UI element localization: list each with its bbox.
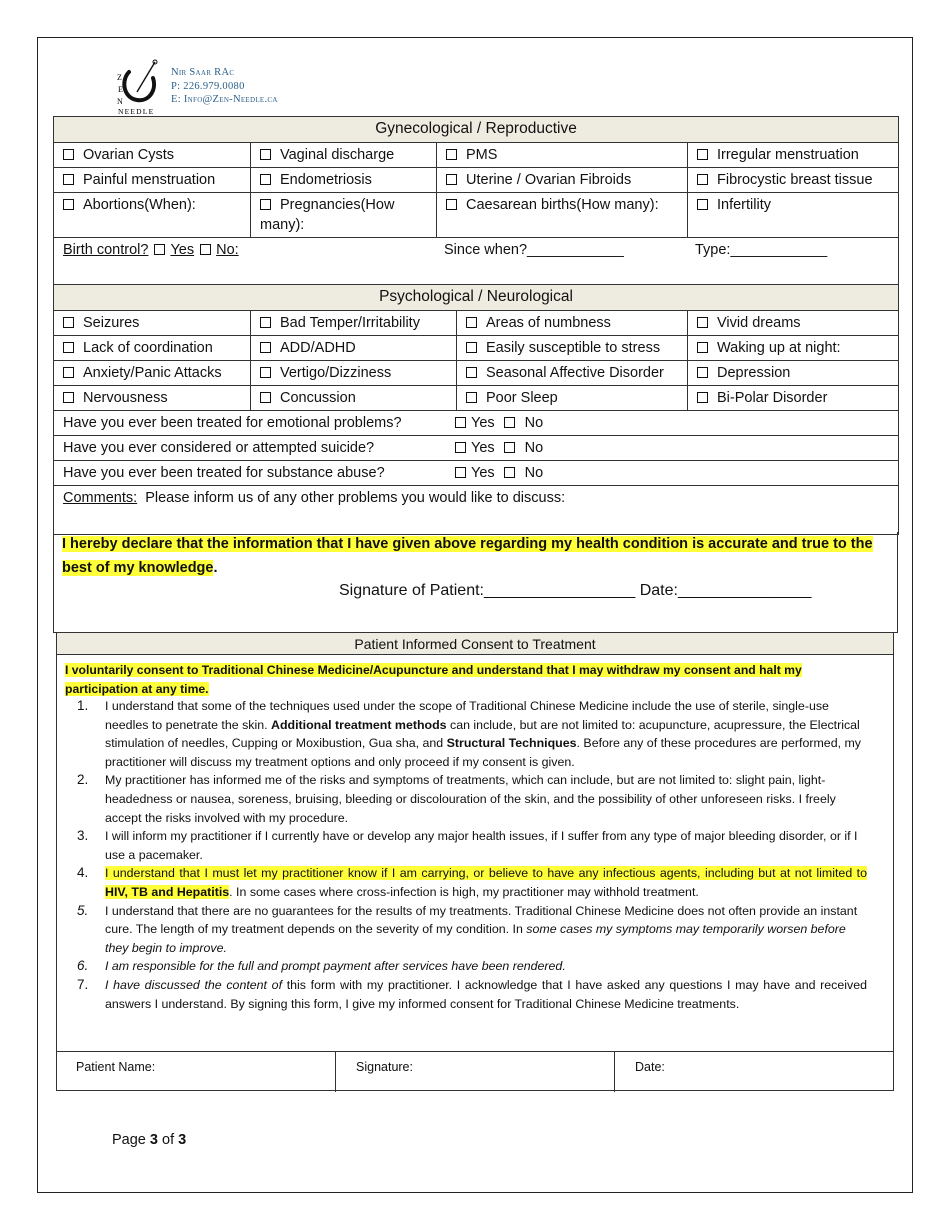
checkbox-option[interactable]: Nervousness <box>54 386 251 411</box>
since-when-field[interactable]: Since when?____________ <box>444 242 624 258</box>
declaration-text: I hereby declare that the information that I have given above regarding my health condition is accurate and true to the best of my knowledge. <box>62 536 873 576</box>
logo-letter-e: E <box>118 85 123 94</box>
checkbox-icon[interactable] <box>260 317 271 328</box>
checkbox-option[interactable]: Endometriosis <box>251 168 437 193</box>
checkbox-icon[interactable] <box>63 149 74 160</box>
checkbox-icon[interactable] <box>63 199 74 210</box>
checkbox-icon[interactable] <box>63 392 74 403</box>
consent-title: Patient Informed Consent to Treatment <box>57 633 893 655</box>
checkbox-icon[interactable] <box>260 149 271 160</box>
consent-item: 7. I have discussed the content of this form with my practitioner. I acknowledge that I have asked any questions I may have and received answers I understand. By signing this form, I give my informed consent for Traditional Chinese Medicine treatments. <box>77 976 867 1011</box>
checkbox-option[interactable]: Vivid dreams <box>688 311 899 336</box>
checkbox-option[interactable]: Concussion <box>251 386 457 411</box>
logo-letter-z: Z <box>117 73 122 82</box>
question-row: Have you ever been treated for emotional problems? Yes No <box>54 411 899 436</box>
checkbox-option[interactable]: Areas of numbness <box>457 311 688 336</box>
checkbox-icon[interactable] <box>466 342 477 353</box>
consent-signature-row <box>56 1051 894 1091</box>
checkbox-option[interactable]: Anxiety/Panic Attacks <box>54 361 251 386</box>
checkbox-icon[interactable] <box>466 317 477 328</box>
consent-item: 6. I am responsible for the full and prompt payment after services have been rendered. <box>77 958 566 974</box>
consent-item: 5. I understand that there are no guarantees for the results of my treatments. Traditional Chinese Medicine does not often provide an instant cure. The length of my treatment depends on the severity of my condition. In some cases my symptoms may temporarily worsen before they begin to improve. <box>77 902 858 955</box>
checkbox-option[interactable]: Abortions(When): <box>54 193 251 238</box>
psychological-table <box>53 284 899 535</box>
checkbox-option[interactable]: PMS <box>437 143 688 168</box>
checkbox-icon[interactable] <box>260 367 271 378</box>
checkbox-option[interactable]: ADD/ADHD <box>251 336 457 361</box>
checkbox-icon[interactable] <box>63 317 74 328</box>
checkbox-option[interactable]: Caesarean births(How many): <box>437 193 688 238</box>
checkbox-option[interactable]: Pregnancies(How many): <box>251 193 437 238</box>
patient-name-field[interactable]: Patient Name: <box>56 1052 336 1092</box>
checkbox-icon[interactable] <box>504 467 515 478</box>
comments-text: Please inform us of any other problems you would like to discuss: <box>145 490 566 506</box>
checkbox-option[interactable]: Easily susceptible to stress <box>457 336 688 361</box>
checkbox-icon[interactable] <box>455 467 466 478</box>
patient-signature-line[interactable]: Signature of Patient:_________________ Date:_______________ <box>339 582 812 599</box>
checkbox-option[interactable]: Bi-Polar Disorder <box>688 386 899 411</box>
consent-section <box>56 632 894 1091</box>
checkbox-option[interactable]: Vaginal discharge <box>251 143 437 168</box>
checkbox-option[interactable]: Seizures <box>54 311 251 336</box>
checkbox-option[interactable]: Vertigo/Dizziness <box>251 361 457 386</box>
checkbox-option[interactable]: Bad Temper/Irritability <box>251 311 457 336</box>
consent-intro: I voluntarily consent to Traditional Chinese Medicine/Acupuncture and understand that I may withdraw my consent and halt my participation at any time. <box>65 663 802 696</box>
gynecological-title: Gynecological / Reproductive <box>54 117 899 143</box>
consent-item: 2. My practitioner has informed me of the risks and symptoms of treatments, which can include, but are not limited to: slight pain, light-headedness or nausea, soreness, bruising, bleeding or discolouration of the skin, and the possibility of other unforeseen risks. I freely accept the risks involved with my procedure. <box>77 772 836 825</box>
checkbox-option[interactable]: Waking up at night: <box>688 336 899 361</box>
consent-item: 4. I understand that I must let my practitioner know if I am carrying, or believe to have any infectious agents, including but at not limited to HIV, TB and Hepatitis. In some cases where cross-infection is high, my practitioner may withhold treatment. <box>77 865 867 899</box>
checkbox-option[interactable]: Depression <box>688 361 899 386</box>
checkbox-icon[interactable] <box>446 149 457 160</box>
question-row: Have you ever considered or attempted suicide? Yes No <box>54 436 899 461</box>
checkbox-icon[interactable] <box>504 417 515 428</box>
checkbox-option[interactable]: Lack of coordination <box>54 336 251 361</box>
checkbox-option[interactable]: Uterine / Ovarian Fibroids <box>437 168 688 193</box>
checkbox-icon[interactable] <box>466 392 477 403</box>
checkbox-icon[interactable] <box>697 149 708 160</box>
comments-label: Comments: <box>63 490 138 506</box>
checkbox-icon[interactable] <box>697 392 708 403</box>
checkbox-icon[interactable] <box>63 342 74 353</box>
consent-item: 1. I understand that some of the techniques used under the scope of Traditional Chinese Medicine include the use of sterile, single-use needles to penetrate the skin. Additional treatment methods can include, but are not limited to: acupuncture, acupressure, the Electrical stimulation of needles, Cupping or Moxibustion, Gua sha, and Structural Techniques. Before any of these procedures are performed, my practitioner will discuss my treatment options and only proceed if my consent is given. <box>77 698 861 769</box>
practitioner-name: Nir Saar RAc <box>171 67 235 78</box>
checkbox-icon[interactable] <box>697 317 708 328</box>
checkbox-icon[interactable] <box>63 367 74 378</box>
consent-list <box>77 697 867 1013</box>
checkbox-icon[interactable] <box>697 342 708 353</box>
checkbox-option[interactable]: Painful menstruation <box>54 168 251 193</box>
checkbox-option[interactable]: Infertility <box>688 193 899 238</box>
checkbox-icon[interactable] <box>697 199 708 210</box>
logo-letter-n: N <box>117 97 123 106</box>
checkbox-icon[interactable] <box>260 199 271 210</box>
checkbox-icon[interactable] <box>446 199 457 210</box>
checkbox-icon[interactable] <box>455 417 466 428</box>
comments-row[interactable] <box>54 486 899 535</box>
zen-needle-logo <box>115 58 163 116</box>
checkbox-icon[interactable] <box>260 342 271 353</box>
checkbox-icon[interactable] <box>466 367 477 378</box>
birth-control-row <box>54 238 899 287</box>
checkbox-icon[interactable] <box>154 244 165 255</box>
checkbox-icon[interactable] <box>260 174 271 185</box>
logo-word-needle: NEEDLE <box>118 107 155 116</box>
checkbox-icon[interactable] <box>446 174 457 185</box>
checkbox-option[interactable]: Seasonal Affective Disorder <box>457 361 688 386</box>
type-field[interactable]: Type:____________ <box>695 242 828 258</box>
page-number: Page 3 of 3 <box>112 1132 187 1148</box>
checkbox-icon[interactable] <box>504 442 515 453</box>
birth-control-question: Birth control? Yes No: <box>63 242 239 258</box>
checkbox-icon[interactable] <box>697 174 708 185</box>
checkbox-icon[interactable] <box>260 392 271 403</box>
psychological-title: Psychological / Neurological <box>54 285 899 311</box>
question-row: Have you ever been treated for substance abuse? Yes No <box>54 461 899 486</box>
email-address: E: Info@Zen-Needle.ca <box>171 94 278 105</box>
checkbox-icon[interactable] <box>63 174 74 185</box>
signature-field[interactable]: Signature: <box>336 1052 615 1092</box>
checkbox-option[interactable]: Ovarian Cysts <box>54 143 251 168</box>
gynecological-table <box>53 116 899 287</box>
checkbox-option[interactable]: Irregular menstruation <box>688 143 899 168</box>
contact-info <box>171 66 278 107</box>
consent-item: 3. I will inform my practitioner if I currently have or develop any major health issues, if I suffer from any type of major bleeding disorder, or if I use a pacemaker. <box>77 828 858 862</box>
checkbox-icon[interactable] <box>697 367 708 378</box>
checkbox-icon[interactable] <box>455 442 466 453</box>
declaration-block <box>53 532 898 633</box>
checkbox-option[interactable]: Poor Sleep <box>457 386 688 411</box>
phone-number: P: 226.979.0080 <box>171 80 245 92</box>
checkbox-icon[interactable] <box>200 244 211 255</box>
checkbox-option[interactable]: Fibrocystic breast tissue <box>688 168 899 193</box>
date-field[interactable]: Date: <box>635 1060 665 1074</box>
